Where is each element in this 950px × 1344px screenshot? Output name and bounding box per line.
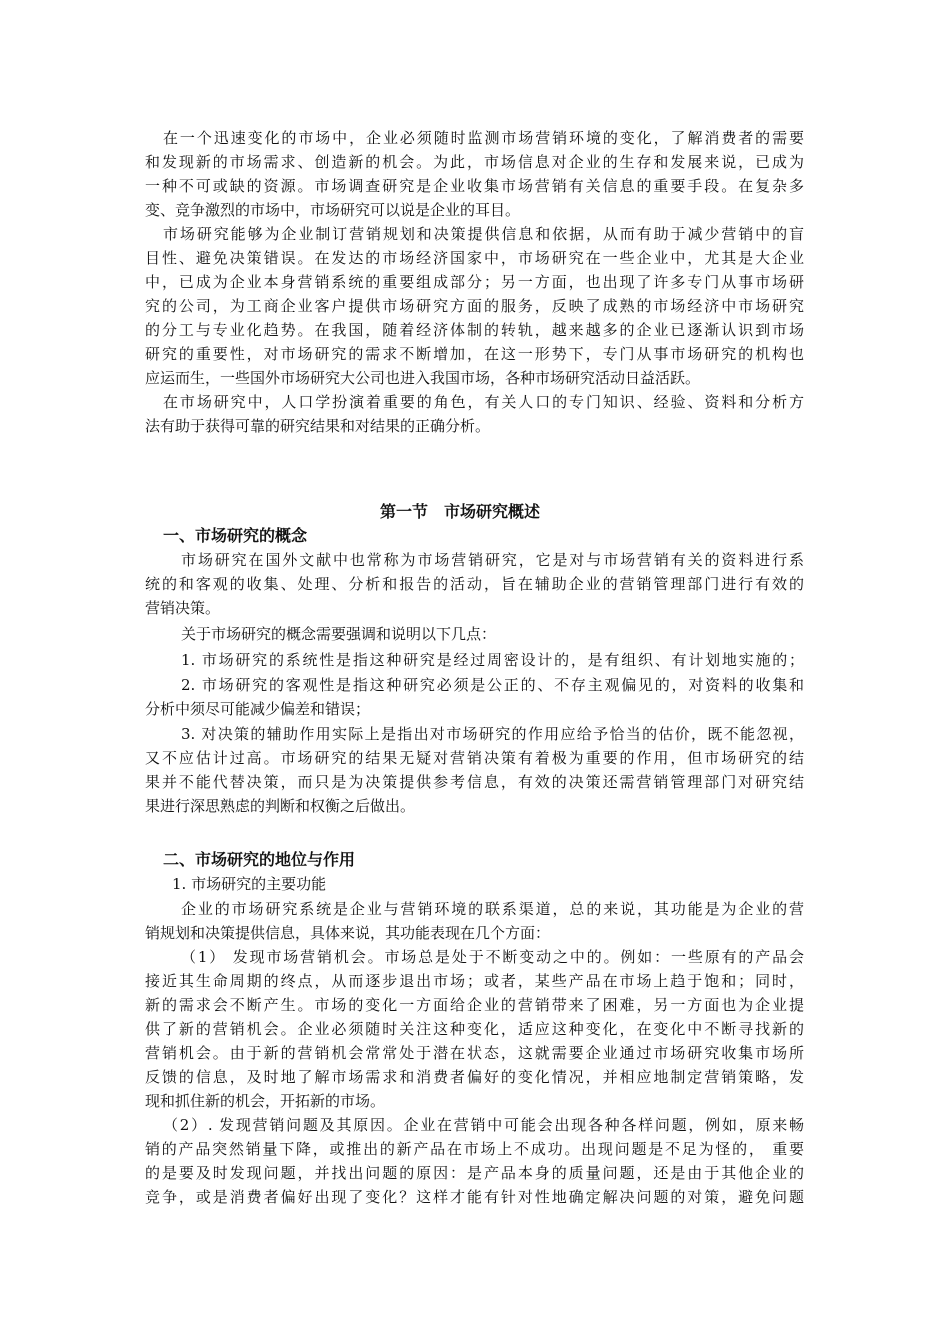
sec1-line: 又不应估计过高。市场研究的结果无疑对营销决策有着极为重要的作用，但市场研究的结 xyxy=(145,749,804,767)
sec2-line: 企业的市场研究系统是企业与营销环境的联系渠道，总的来说，其功能是为企业的营 xyxy=(181,900,804,918)
intro-line: 变、竞争激烈的市场中，市场研究可以说是企业的耳目。 xyxy=(145,201,521,219)
intro-line: 的分工与专业化趋势。在我国，随着经济体制的转轨，越来越多的企业已逐渐认识到市场 xyxy=(145,321,804,339)
sec2-line: 现和抓住新的机会，开拓新的市场。 xyxy=(145,1092,386,1110)
intro-line: 目性、避免决策错误。在发达的市场经济国家中，市场研究在一些企业中，尤其是大企业 xyxy=(145,249,804,267)
sec2-line: 的是要及时发现问题，并找出问题的原因：是产品本身的质量问题，还是由于其他企业的 xyxy=(145,1164,804,1182)
sec2-line: （1） 发现市场营销机会。市场总是处于不断变动之中的。例如：一些原有的产品会 xyxy=(181,948,804,966)
sec2-line: 新的需求会不断产生。市场的变化一方面给企业的营销带来了困难，另一方面也为企业提 xyxy=(145,996,804,1014)
sec2-line: 接近其生命周期的终点，从而逐步退出市场；或者，某些产品在市场上趋于饱和；同时， xyxy=(145,972,804,990)
sec2-line: 营销机会。由于新的营销机会常常处于潜在状态，这就需要企业通过市场研究收集市场所 xyxy=(145,1044,804,1062)
intro-line: 究的公司，为工商企业客户提供市场研究方面的服务，反映了成熟的市场经济中市场研究 xyxy=(145,297,804,315)
sec1-line: 营销决策。 xyxy=(145,599,221,617)
sec2-line: 反馈的信息，及时地了解市场需求和消费者偏好的变化情况，并相应地制定营销策略，发 xyxy=(145,1068,804,1086)
sec1-line: 1. 市场研究的系统性是指这种研究是经过周密设计的，是有组织、有计划地实施的； xyxy=(181,651,804,669)
sec1-line: 果进行深思熟虑的判断和权衡之后做出。 xyxy=(145,797,416,815)
intro-line: 研究的重要性，对市场研究的需求不断增加，在这一形势下，专门从事市场研究的机构也 xyxy=(145,345,804,363)
intro-line: 和发现新的市场需求、创造新的机会。为此，市场信息对企业的生存和发展来说，已成为 xyxy=(145,153,804,171)
sec1-line: 果并不能代替决策，而只是为决策提供参考信息，有效的决策还需营销管理部门对研究结 xyxy=(145,773,804,791)
intro-line: 在市场研究中，人口学扮演着重要的角色，有关人口的专门知识、经验、资料和分析方 xyxy=(163,393,804,411)
sec1-line: 3. 对决策的辅助作用实际上是指出对市场研究的作用应给予恰当的估价，既不能忽视， xyxy=(181,725,804,743)
intro-line: 在一个迅速变化的市场中，企业必须随时监测市场营销环境的变化，了解消费者的需要 xyxy=(163,129,804,147)
sec2-line: 销的产品突然销量下降，或推出的新产品在市场上不成功。出现问题是不足为怪的， 重要 xyxy=(145,1140,804,1158)
sec1-line: 2. 市场研究的客观性是指这种研究必须是公正的、不存主观偏见的，对资料的收集和 xyxy=(181,676,804,694)
section-title: 第一节 市场研究概述 xyxy=(380,502,541,521)
sec2-line: 竞争，或是消费者偏好出现了变化？这样才能有针对性地确定解决问题的对策，避免问题 xyxy=(145,1188,804,1206)
intro-line: 法有助于获得可靠的研究结果和对结果的正确分析。 xyxy=(145,417,491,435)
sec1-line: 市场研究在国外文献中也常称为市场营销研究，它是对与市场营销有关的资料进行系 xyxy=(181,551,804,569)
sec2-line: 供了新的营销机会。企业必须随时关注这种变化，适应这种变化，在变化中不断寻找新的 xyxy=(145,1020,804,1038)
intro-line: 中，已成为企业本身营销系统的重要组成部分；另一方面，也出现了许多专门从事市场研 xyxy=(145,273,804,291)
sec1-line: 统的和客观的收集、处理、分析和报告的活动，旨在辅助企业的营销管理部门进行有效的 xyxy=(145,575,804,593)
intro-line: 一种不可或缺的资源。市场调查研究是企业收集市场营销有关信息的重要手段。在复杂多 xyxy=(145,177,804,195)
sec1-heading: 一、市场研究的概念 xyxy=(163,526,308,545)
sec1-line: 关于市场研究的概念需要强调和说明以下几点： xyxy=(181,625,497,643)
sec2-line: 销规划和决策提供信息，具体来说，其功能表现在几个方面： xyxy=(145,924,551,942)
sec1-line: 分析中须尽可能减少偏差和错误； xyxy=(145,700,371,718)
sec2-line: （2）. 发现营销问题及其原因。企业在营销中可能会出现各种各样问题，例如，原来畅 xyxy=(163,1116,804,1134)
intro-line: 市场研究能够为企业制订营销规划和决策提供信息和依据，从而有助于减少营销中的盲 xyxy=(163,225,804,243)
intro-line: 应运而生，一些国外市场研究大公司也进入我国市场，各种市场研究活动日益活跃。 xyxy=(145,369,701,387)
sec2-subheading: 1. 市场研究的主要功能 xyxy=(172,875,327,893)
sec2-heading: 二、市场研究的地位与作用 xyxy=(163,850,356,869)
